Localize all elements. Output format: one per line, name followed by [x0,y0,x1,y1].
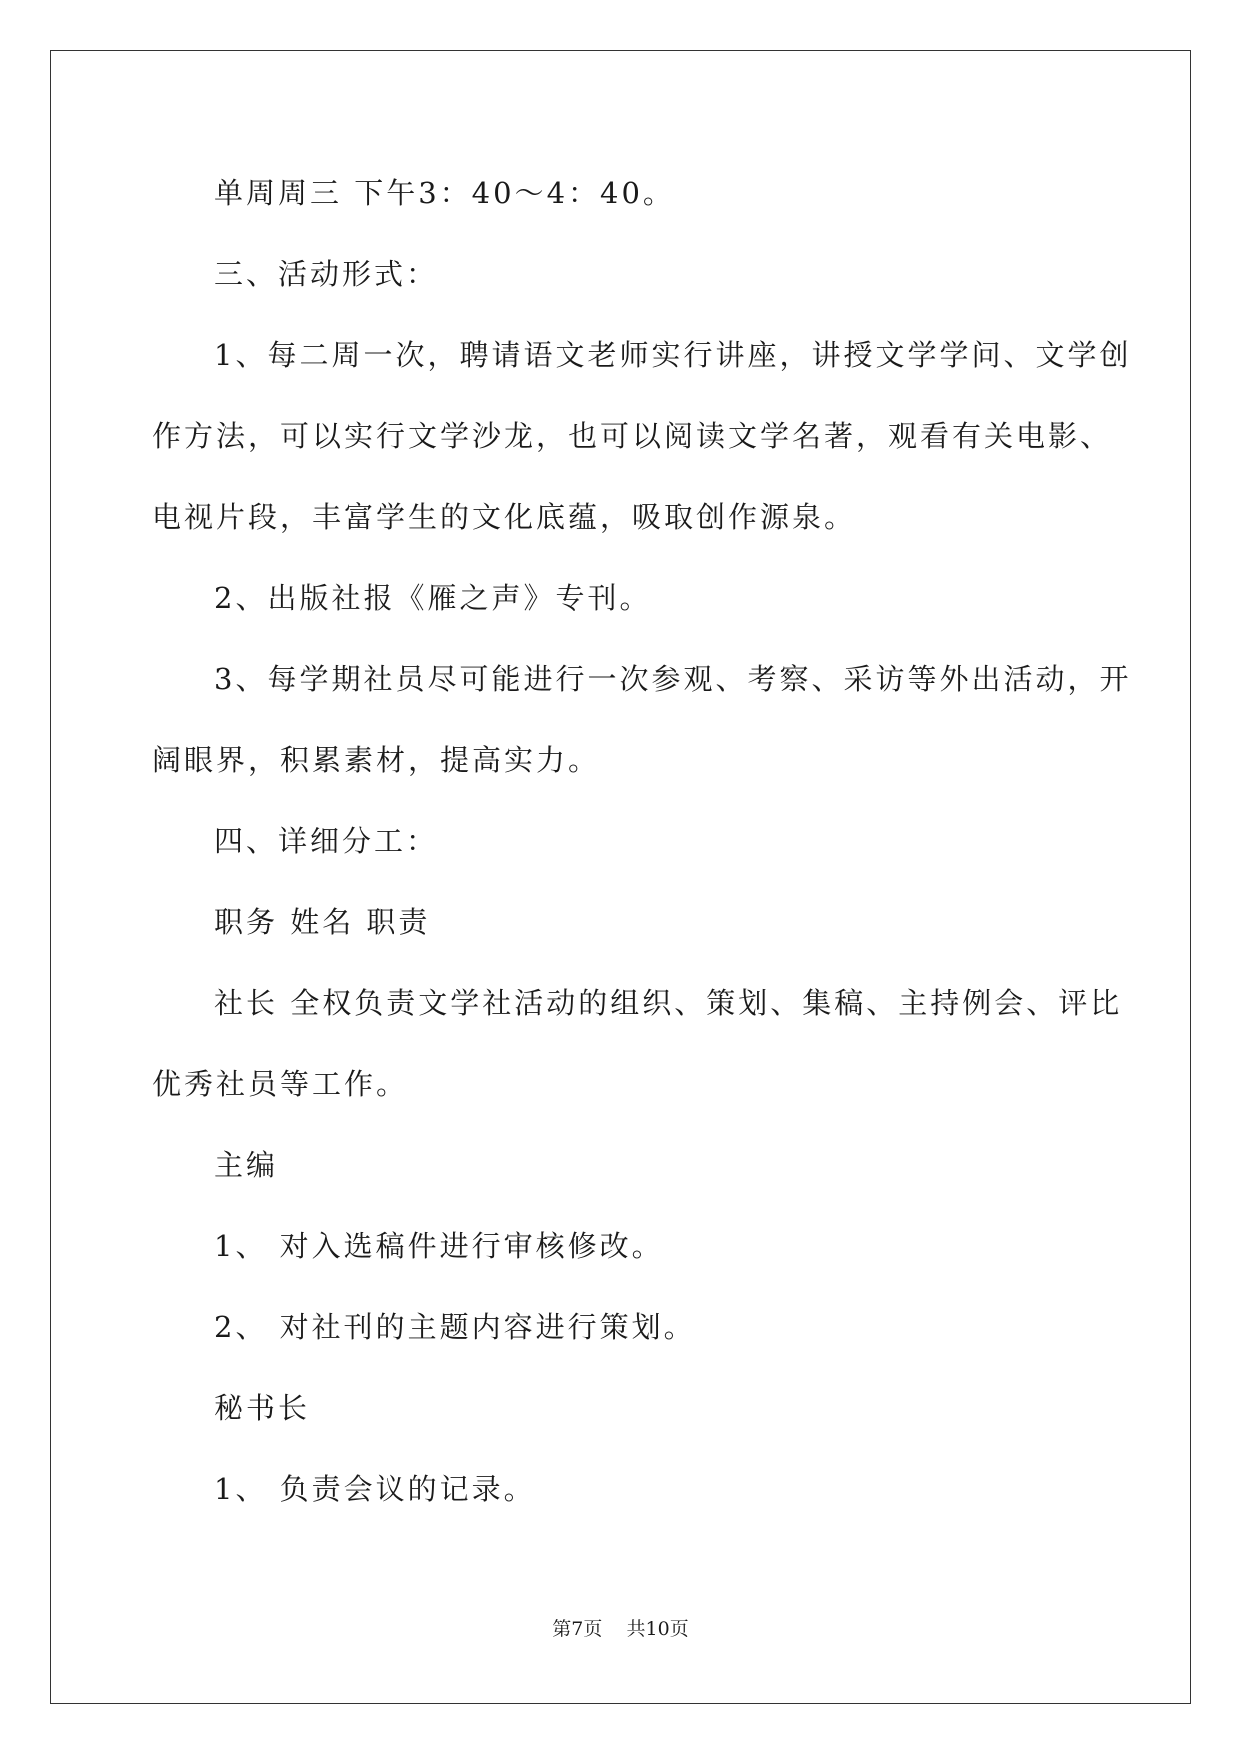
text-line-item1-a: 1、每二周一次，聘请语文老师实行讲座，讲授文学学问、文学创 [214,338,1132,372]
text-line-editor-duty2: 2、 对社刊的主题内容进行策划。 [214,1310,696,1344]
heading-division-of-work: 四、详细分工： [214,824,439,858]
text-line-item2: 2、出版社报《雁之声》专刊。 [214,581,652,615]
page-number-footer: 第7页 共10页 [552,1618,689,1640]
text-line-editor-duty1: 1、 对入选稿件进行审核修改。 [214,1229,664,1263]
text-line-item3-a: 3、每学期社员尽可能进行一次参观、考察、采访等外出活动，开 [214,662,1132,696]
text-line-item1-b: 作方法，可以实行文学沙龙，也可以阅读文学名著，观看有关电影、 [152,419,1113,453]
heading-secretary: 秘书长 [214,1391,311,1425]
text-line-president-b: 优秀社员等工作。 [152,1067,409,1101]
text-line-item3-b: 阔眼界，积累素材，提高实力。 [152,743,601,777]
text-line-secretary-duty1: 1、 负责会议的记录。 [214,1472,536,1506]
text-line-columns: 职务 姓名 职责 [214,905,431,939]
heading-editor: 主编 [214,1148,279,1182]
text-line-president-a: 社长 全权负责文学社活动的组织、策划、集稿、主持例会、评比 [214,986,1123,1020]
text-line-schedule: 单周周三 下午3：40～4：40。 [214,176,675,210]
heading-activity-format: 三、活动形式： [214,257,439,291]
text-line-item1-c: 电视片段，丰富学生的文化底蕴，吸取创作源泉。 [152,500,857,534]
page-border [50,50,1191,1704]
